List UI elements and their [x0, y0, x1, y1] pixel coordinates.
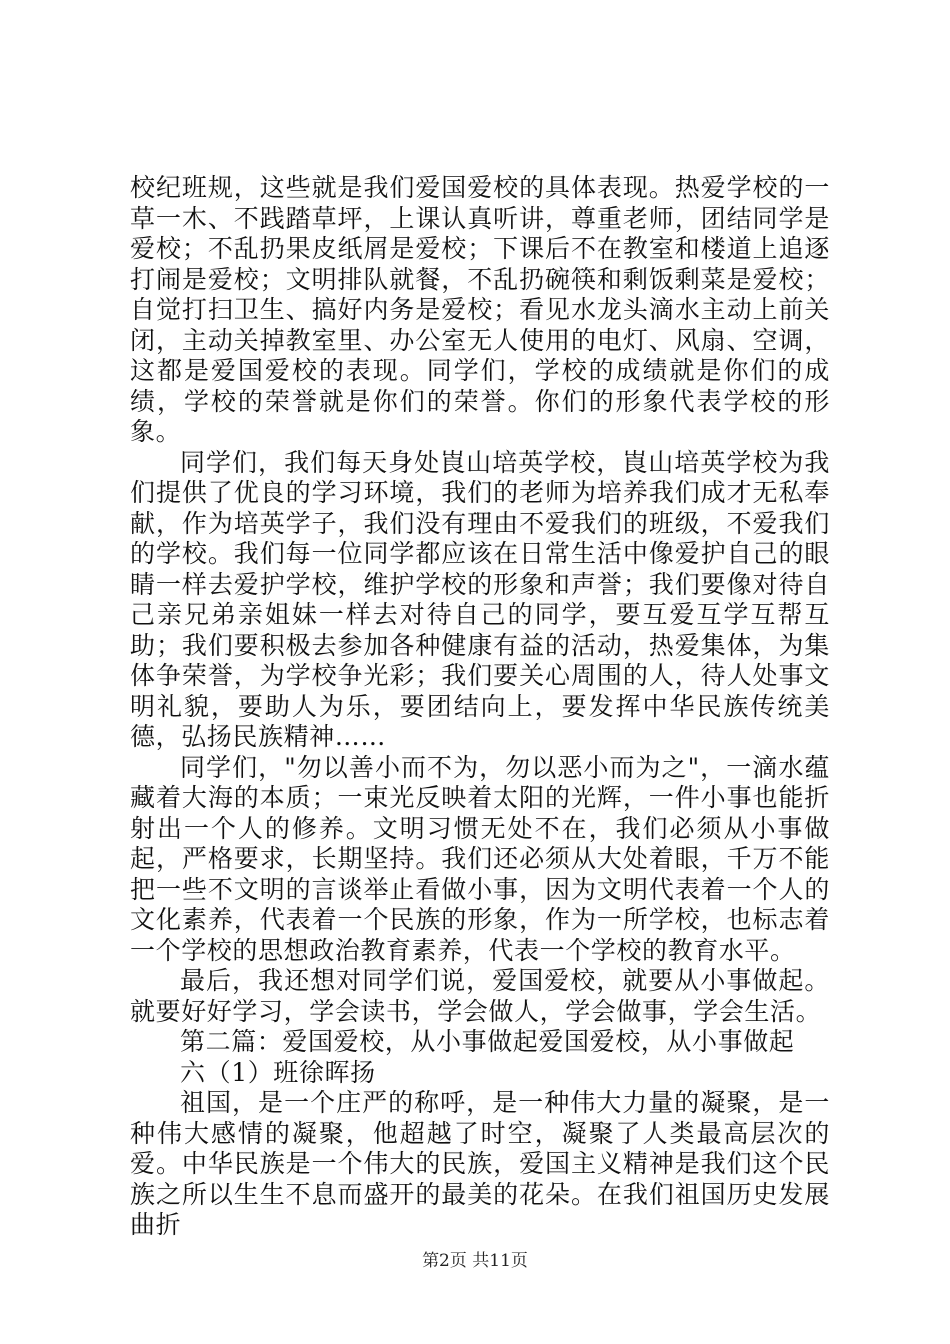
body-paragraph-5: 祖国，是一个庄严的称呼，是一种伟大力量的凝聚，是一种伟大感情的凝聚，他超越了时空，凝聚了人类最高层次的爱。中华民族是一个伟大的民族，爱国主义精神是我们这个民族之所以生生不息而盛开的最美的花朵。在我们祖国历史发展曲折 [130, 1088, 830, 1239]
document-body [130, 173, 830, 1241]
page-number-footer: 第2页 共11页 [422, 1251, 528, 1271]
section-heading: 第二篇：爱国爱校，从小事做起爱国爱校，从小事做起 [180, 1027, 795, 1056]
body-paragraph-3: 同学们，"勿以善小而不为，勿以恶小而为之"，一滴水蕴藏着大海的本质；一束光反映着太阳的光辉，一件小事也能折射出一个人的修养。文明习惯无处不在，我们必须从小事做起，严格要求，长期坚持。我们还必须从大处着眼，千万不能把一些不文明的言谈举止看做小事，因为文明代表着一个人的文化素养，代表着一个民族的形象，作为一所学校，也标志着一个学校的思想政治教育素养，代表一个学校的教育水平。 [130, 752, 830, 965]
body-paragraph-1: 校纪班规，这些就是我们爱国爱校的具体表现。热爱学校的一草一木、不践踏草坪，上课认真听讲，尊重老师，团结同学是爱校；不乱扔果皮纸屑是爱校；下课后不在教室和楼道上追逐打闹是爱校；文明排队就餐，不乱扔碗筷和剩饭剩菜是爱校；自觉打扫卫生、搞好内务是爱校；看见水龙头滴水主动上前关闭，主动关掉教室里、办公室无人使用的电灯、风扇、空调，这都是爱国爱校的表现。同学们，学校的成绩就是你们的成绩，学校的荣誉就是你们的荣誉。你们的形象代表学校的形象。 [130, 173, 830, 446]
author-line: 六（1）班徐晖扬 [180, 1057, 376, 1087]
body-paragraph-4: 最后，我还想对同学们说，爱国爱校，就要从小事做起。就要好好学习，学会读书，学会做人，学会做事，学会生活。 [130, 966, 830, 1026]
body-paragraph-2: 同学们，我们每天身处崀山培英学校，崀山培英学校为我们提供了优良的学习环境，我们的老师为培养我们成才无私奉献，作为培英学子，我们没有理由不爱我们的班级，不爱我们的学校。我们每一位同学都应该在日常生活中像爱护自己的眼睛一样去爱护学校，维护学校的形象和声誉；我们要像对待自己亲兄弟亲姐妹一样去对待自己的同学，要互爱互学互帮互助；我们要积极去参加各种健康有益的活动，热爱集体，为集体争荣誉，为学校争光彩；我们要关心周围的人，待人处事文明礼貌，要助人为乐，要团结向上，要发挥中华民族传统美德，弘扬民族精神…… [130, 447, 830, 751]
